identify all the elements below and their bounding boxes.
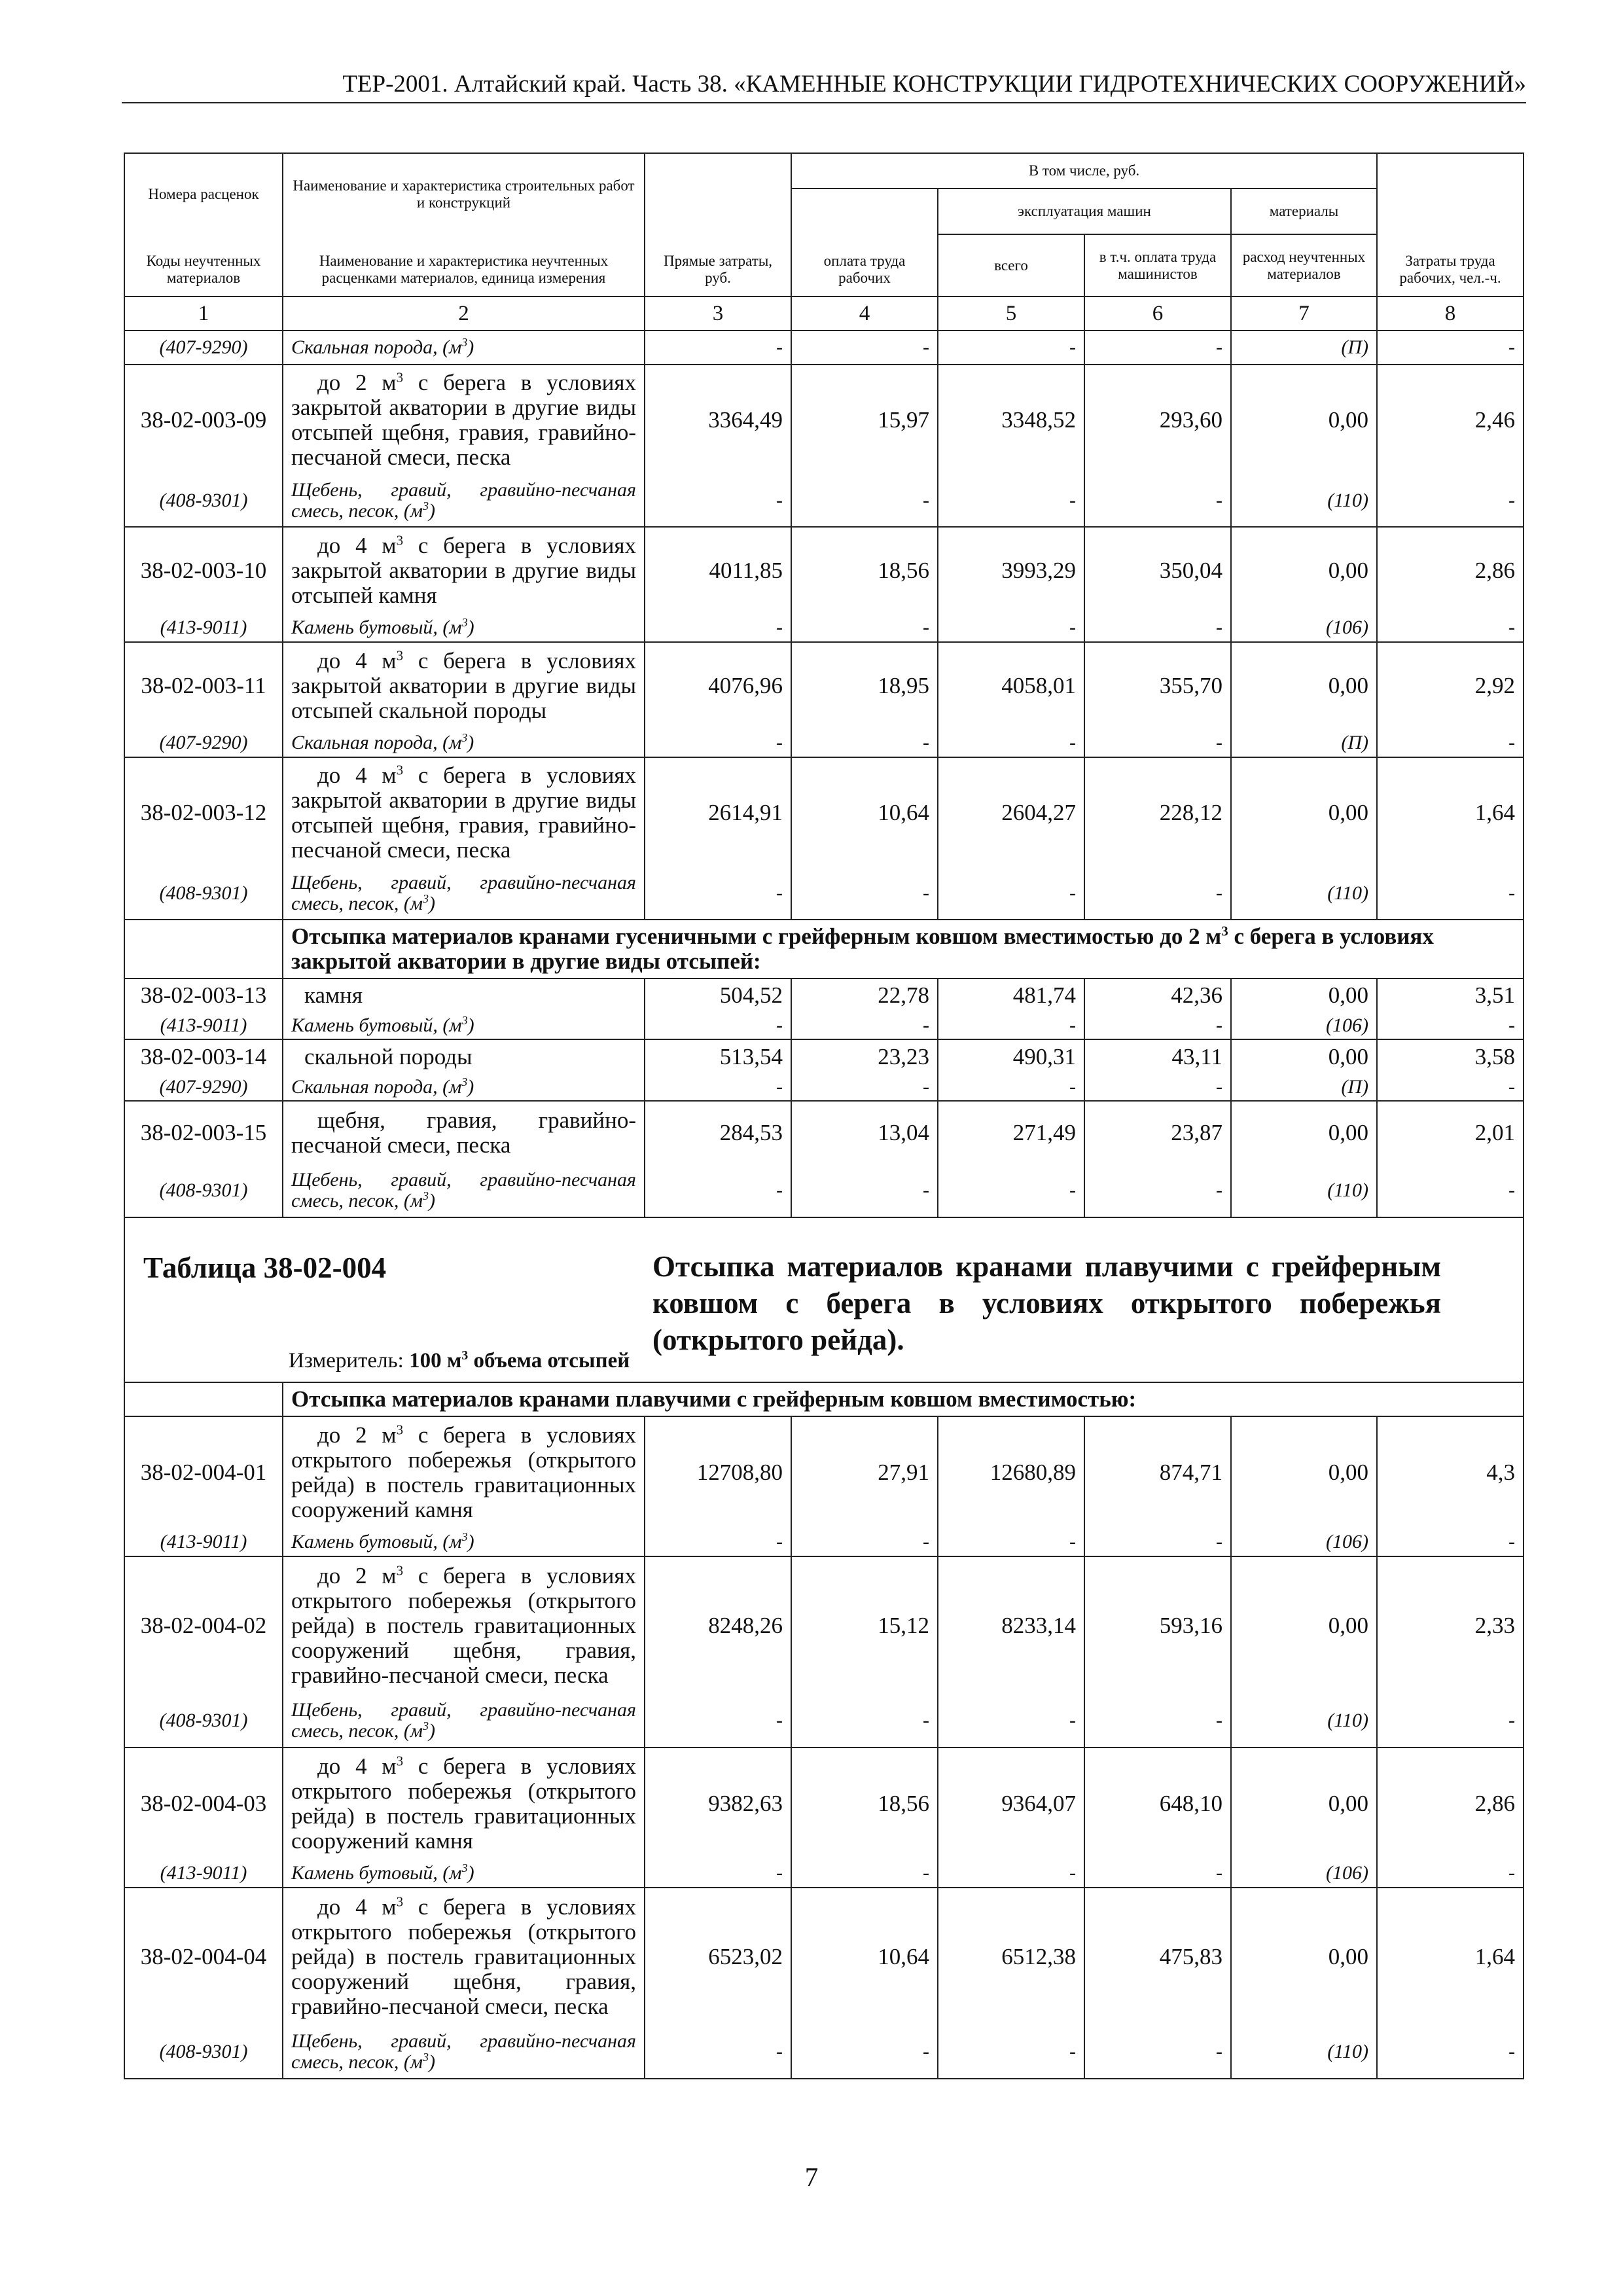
rate-code: 38-02-003-12 xyxy=(124,757,283,867)
material-value: - xyxy=(645,2025,791,2079)
section-row xyxy=(124,920,1524,978)
material-value: - xyxy=(1084,1859,1231,1888)
exploitation-group-header: эксплуатация машин xyxy=(938,188,1231,234)
machine-total: 8233,14 xyxy=(938,1556,1084,1694)
material-qty: (П) xyxy=(1231,728,1377,757)
material-qty: (110) xyxy=(1231,475,1377,527)
material-value: - xyxy=(1084,1164,1231,1217)
material-value: - xyxy=(1084,867,1231,920)
material-value: - xyxy=(791,613,938,642)
rate-code: 38-02-004-04 xyxy=(124,1888,283,2025)
material-value: - xyxy=(938,1073,1084,1101)
material-code: (407-9290) xyxy=(124,728,283,757)
material-value: - xyxy=(1084,331,1231,365)
labor-pay: 13,04 xyxy=(791,1101,938,1164)
labor-pay: 10,64 xyxy=(791,757,938,867)
col3-header: Прямые затраты, руб. xyxy=(645,153,791,296)
rate-row xyxy=(124,1748,1524,1859)
labor-pay: 27,91 xyxy=(791,1416,938,1528)
material-row xyxy=(124,1073,1524,1101)
material-qty: (106) xyxy=(1231,1012,1377,1039)
material-value: - xyxy=(791,1164,938,1217)
col1-bottom-header: Коды неучтенных материалов xyxy=(124,234,283,296)
material-qty: (110) xyxy=(1231,2025,1377,2079)
material-row xyxy=(124,613,1524,642)
material-value: - xyxy=(938,1164,1084,1217)
labor-hours: 2,92 xyxy=(1377,642,1524,728)
material-code: (413-9011) xyxy=(124,1528,283,1556)
col-number: 3 xyxy=(645,296,791,331)
material-value: - xyxy=(791,1073,938,1101)
direct-cost: 3364,49 xyxy=(645,365,791,475)
material-name: Скальная порода, $(м^3)$ xyxy=(283,728,645,757)
labor-pay: 10,64 xyxy=(791,1888,938,2025)
material-value: - xyxy=(791,1859,938,1888)
material-value: - xyxy=(791,475,938,527)
material-value: - xyxy=(938,1528,1084,1556)
labor-pay: 15,97 xyxy=(791,365,938,475)
labor-pay: 22,78 xyxy=(791,978,938,1012)
col-number: 6 xyxy=(1084,296,1231,331)
material-value: - xyxy=(938,1859,1084,1888)
material-value: - xyxy=(938,2025,1084,2079)
material-value: - xyxy=(645,475,791,527)
machinist-pay: 350,04 xyxy=(1084,527,1231,613)
material-qty: (110) xyxy=(1231,1164,1377,1217)
rates-table xyxy=(124,152,1524,2079)
material-value: - xyxy=(645,728,791,757)
material-name: Щебень, гравий, гравийно-песчаная смесь, песок, $(м^3)$ xyxy=(283,867,645,920)
machine-total: 3348,52 xyxy=(938,365,1084,475)
rate-description: щебня, гравия, гравийно-песчаной смеси, песка xyxy=(283,1101,645,1164)
material-value: - xyxy=(1084,1528,1231,1556)
material-value: - xyxy=(645,1012,791,1039)
labor-pay: 18,56 xyxy=(791,1748,938,1859)
rate-description: до 2 $м^3$ с берега в условиях открытого побережья (открытого рейда) в постель гравитационных сооружений щебня, гравия, гравийно-песчаной смеси, песка xyxy=(283,1556,645,1694)
materials-cost: 0,00 xyxy=(1231,757,1377,867)
material-value: - xyxy=(938,475,1084,527)
rate-row xyxy=(124,1039,1524,1073)
machinist-pay: 593,16 xyxy=(1084,1556,1231,1694)
rate-description: до 4 $м^3$ с берега в условиях открытого побережья (открытого рейда) в постель гравитационных сооружений камня xyxy=(283,1748,645,1859)
materials-cost: 0,00 xyxy=(1231,1748,1377,1859)
material-value: - xyxy=(1084,613,1231,642)
col5-header: всего xyxy=(938,234,1084,296)
materials-cost: 0,00 xyxy=(1231,365,1377,475)
machinist-pay: 355,70 xyxy=(1084,642,1231,728)
materials-cost: 0,00 xyxy=(1231,1556,1377,1694)
col-number: 5 xyxy=(938,296,1084,331)
direct-cost: 513,54 xyxy=(645,1039,791,1073)
material-value: - xyxy=(1377,613,1524,642)
material-qty: (П) xyxy=(1231,331,1377,365)
direct-cost: 8248,26 xyxy=(645,1556,791,1694)
section-row xyxy=(124,1382,1524,1416)
labor-pay: 23,23 xyxy=(791,1039,938,1073)
rate-description: камня xyxy=(283,978,645,1012)
labor-hours: 2,46 xyxy=(1377,365,1524,475)
material-value: - xyxy=(645,867,791,920)
rate-code: 38-02-003-10 xyxy=(124,527,283,613)
material-code: (408-9301) xyxy=(124,1694,283,1748)
col1-top-header: Номера расценок xyxy=(124,153,283,234)
materials-cost: 0,00 xyxy=(1231,978,1377,1012)
material-value: - xyxy=(791,867,938,920)
material-code: (408-9301) xyxy=(124,475,283,527)
labor-hours: 2,86 xyxy=(1377,1748,1524,1859)
material-qty: (П) xyxy=(1231,1073,1377,1101)
material-row xyxy=(124,1012,1524,1039)
labor-hours: 1,64 xyxy=(1377,757,1524,867)
labor-hours: 2,33 xyxy=(1377,1556,1524,1694)
material-value: - xyxy=(1377,1073,1524,1101)
rate-code: 38-02-003-13 xyxy=(124,978,283,1012)
rate-row xyxy=(124,1101,1524,1164)
material-value: - xyxy=(1377,1694,1524,1748)
including-group-header: В том числе, руб. xyxy=(791,153,1377,188)
labor-pay: 15,12 xyxy=(791,1556,938,1694)
materials-cost: 0,00 xyxy=(1231,1039,1377,1073)
material-value: - xyxy=(1084,1012,1231,1039)
material-name: Скальная порода, $(м^3)$ xyxy=(283,1073,645,1101)
material-row xyxy=(124,728,1524,757)
direct-cost: 4011,85 xyxy=(645,527,791,613)
material-row xyxy=(124,1164,1524,1217)
material-qty: (110) xyxy=(1231,867,1377,920)
rate-code: 38-02-003-09 xyxy=(124,365,283,475)
material-qty: (106) xyxy=(1231,1859,1377,1888)
machinist-pay: 475,83 xyxy=(1084,1888,1231,2025)
rate-description: до 4 $м^3$ с берега в условиях открытого побережья (открытого рейда) в постель гравитационных сооружений щебня, гравия, гравийно-песчаной смеси, песка xyxy=(283,1888,645,2025)
material-value: - xyxy=(645,613,791,642)
rate-row xyxy=(124,1556,1524,1694)
material-value: - xyxy=(791,1012,938,1039)
table-title: Отсыпка материалов кранами плавучими с грейферным ковшом с берега в условиях открытого побережья (открытого рейда). xyxy=(652,1250,1441,1356)
machine-total: 271,49 xyxy=(938,1101,1084,1164)
rate-row xyxy=(124,527,1524,613)
table-heading-row xyxy=(124,1217,1524,1382)
rate-code: 38-02-003-11 xyxy=(124,642,283,728)
material-value: - xyxy=(791,2025,938,2079)
material-value: - xyxy=(938,728,1084,757)
rate-code: 38-02-004-01 xyxy=(124,1416,283,1528)
machine-total: 4058,01 xyxy=(938,642,1084,728)
rate-code: 38-02-003-15 xyxy=(124,1101,283,1164)
rate-description: до 2 $м^3$ с берега в условиях закрытой акватории в другие виды отсыпей щебня, гравия, гравийно-песчаной смеси, песка xyxy=(283,365,645,475)
machine-total: 9364,07 xyxy=(938,1748,1084,1859)
rate-description: до 2 $м^3$ с берега в условиях открытого побережья (открытого рейда) в постель гравитационных сооружений камня xyxy=(283,1416,645,1528)
material-value: - xyxy=(1377,331,1524,365)
rate-code: 38-02-003-14 xyxy=(124,1039,283,1073)
material-row xyxy=(124,1694,1524,1748)
direct-cost: 6523,02 xyxy=(645,1888,791,2025)
material-name: Щебень, гравий, гравийно-песчаная смесь, песок, $(м^3)$ xyxy=(283,2025,645,2079)
col7-header: расход неучтенных материалов xyxy=(1231,234,1377,296)
labor-hours: 2,01 xyxy=(1377,1101,1524,1164)
material-qty: (106) xyxy=(1231,1528,1377,1556)
materials-cost: 0,00 xyxy=(1231,527,1377,613)
materials-cost: 0,00 xyxy=(1231,1101,1377,1164)
material-value: - xyxy=(1084,2025,1231,2079)
material-name: Скальная порода, $(м^3)$ xyxy=(283,331,645,365)
rate-description: скальной породы xyxy=(283,1039,645,1073)
material-value: - xyxy=(1377,2025,1524,2079)
material-row xyxy=(124,2025,1524,2079)
material-value: - xyxy=(791,1694,938,1748)
material-value: - xyxy=(791,728,938,757)
rate-row xyxy=(124,757,1524,867)
machinist-pay: 293,60 xyxy=(1084,365,1231,475)
material-value: - xyxy=(1377,1859,1524,1888)
material-name: Щебень, гравий, гравийно-песчаная смесь, песок, $(м^3)$ xyxy=(283,1164,645,1217)
direct-cost: 2614,91 xyxy=(645,757,791,867)
rate-row xyxy=(124,1416,1524,1528)
machine-total: 481,74 xyxy=(938,978,1084,1012)
machine-total: 3993,29 xyxy=(938,527,1084,613)
material-value: - xyxy=(938,613,1084,642)
material-code: (407-9290) xyxy=(124,331,283,365)
material-name: Камень бутовый, $(м^3)$ xyxy=(283,613,645,642)
rate-description: до 4 $м^3$ с берега в условиях закрытой акватории в другие виды отсыпей скальной породы xyxy=(283,642,645,728)
rate-code: 38-02-004-02 xyxy=(124,1556,283,1694)
material-code: (413-9011) xyxy=(124,1012,283,1039)
machine-total: 490,31 xyxy=(938,1039,1084,1073)
machinist-pay: 648,10 xyxy=(1084,1748,1231,1859)
materials-cost: 0,00 xyxy=(1231,1888,1377,2025)
labor-pay: 18,95 xyxy=(791,642,938,728)
material-value: - xyxy=(1084,728,1231,757)
labor-hours: 1,64 xyxy=(1377,1888,1524,2025)
material-name: Щебень, гравий, гравийно-песчаная смесь, песок, $(м^3)$ xyxy=(283,1694,645,1748)
col2-top-header: Наименование и характеристика строительных работ и конструкций xyxy=(283,153,645,234)
material-value: - xyxy=(1377,867,1524,920)
material-value: - xyxy=(1084,475,1231,527)
material-value: - xyxy=(645,1073,791,1101)
rate-row xyxy=(124,642,1524,728)
material-row xyxy=(124,331,1524,365)
material-qty: (106) xyxy=(1231,613,1377,642)
material-row xyxy=(124,1528,1524,1556)
material-value: - xyxy=(938,331,1084,365)
material-value: - xyxy=(1377,1012,1524,1039)
machine-total: 12680,89 xyxy=(938,1416,1084,1528)
material-value: - xyxy=(791,1528,938,1556)
machinist-pay: 43,11 xyxy=(1084,1039,1231,1073)
labor-hours: 4,3 xyxy=(1377,1416,1524,1528)
material-name: Камень бутовый, $(м^3)$ xyxy=(283,1859,645,1888)
material-code: (413-9011) xyxy=(124,1859,283,1888)
machinist-pay: 23,87 xyxy=(1084,1101,1231,1164)
material-code: (413-9011) xyxy=(124,613,283,642)
machinist-pay: 874,71 xyxy=(1084,1416,1231,1528)
material-row xyxy=(124,867,1524,920)
rate-code: 38-02-004-03 xyxy=(124,1748,283,1859)
material-name: Камень бутовый, $(м^3)$ xyxy=(283,1012,645,1039)
machine-total: 6512,38 xyxy=(938,1888,1084,2025)
materials-cost: 0,00 xyxy=(1231,642,1377,728)
section-title: Отсыпка материалов кранами гусеничными с грейферным ковшом вместимостью до 2 $м^3$ с берега в условиях закрытой акватории в другие виды отсыпей: xyxy=(283,920,1524,978)
direct-cost: 9382,63 xyxy=(645,1748,791,1859)
material-row xyxy=(124,1859,1524,1888)
table-label: Таблица 38-02-004 xyxy=(143,1251,387,1284)
material-value: - xyxy=(938,1012,1084,1039)
material-value: - xyxy=(938,867,1084,920)
machinist-pay: 228,12 xyxy=(1084,757,1231,867)
unit-of-measure: Измеритель: 100 $м^3$ объема отсыпей xyxy=(289,1348,630,1372)
col6-header: в т.ч. оплата труда машинистов xyxy=(1084,234,1231,296)
material-value: - xyxy=(645,1164,791,1217)
page-number: 7 xyxy=(804,2162,819,2192)
col8-header: Затраты труда рабочих, чел.-ч. xyxy=(1377,153,1524,296)
rate-row xyxy=(124,365,1524,475)
rate-description: до 4 $м^3$ с берега в условиях закрытой акватории в другие виды отсыпей щебня, гравия, гравийно-песчаной смеси, песка xyxy=(283,757,645,867)
materials-group-header: материалы xyxy=(1231,188,1377,234)
rate-row xyxy=(124,978,1524,1012)
material-code: (408-9301) xyxy=(124,2025,283,2079)
material-value: - xyxy=(1377,1164,1524,1217)
labor-hours: 3,58 xyxy=(1377,1039,1524,1073)
material-code: (408-9301) xyxy=(124,1164,283,1217)
material-code: (408-9301) xyxy=(124,867,283,920)
col-number: 2 xyxy=(283,296,645,331)
rate-description: до 4 $м^3$ с берега в условиях закрытой акватории в другие виды отсыпей камня xyxy=(283,527,645,613)
labor-hours: 3,51 xyxy=(1377,978,1524,1012)
material-value: - xyxy=(1084,1694,1231,1748)
direct-cost: 12708,80 xyxy=(645,1416,791,1528)
labor-pay: 18,56 xyxy=(791,527,938,613)
material-value: - xyxy=(645,331,791,365)
material-value: - xyxy=(1377,728,1524,757)
material-value: - xyxy=(1377,475,1524,527)
col2-bottom-header: Наименование и характеристика неучтенных расценками материалов, единица измерения xyxy=(283,234,645,296)
direct-cost: 4076,96 xyxy=(645,642,791,728)
material-value: - xyxy=(645,1528,791,1556)
material-value: - xyxy=(645,1694,791,1748)
material-row xyxy=(124,475,1524,527)
material-qty: (110) xyxy=(1231,1694,1377,1748)
material-value: - xyxy=(1377,1528,1524,1556)
direct-cost: 504,52 xyxy=(645,978,791,1012)
col-number: 8 xyxy=(1377,296,1524,331)
direct-cost: 284,53 xyxy=(645,1101,791,1164)
col-number: 1 xyxy=(124,296,283,331)
material-value: - xyxy=(938,1694,1084,1748)
material-value: - xyxy=(645,1859,791,1888)
material-name: Щебень, гравий, гравийно-песчаная смесь, песок, $(м^3)$ xyxy=(283,475,645,527)
col-number: 7 xyxy=(1231,296,1377,331)
material-code: (407-9290) xyxy=(124,1073,283,1101)
rate-row xyxy=(124,1888,1524,2025)
running-header: ТЕР-2001. Алтайский край. Часть 38. «КАМЕННЫЕ КОНСТРУКЦИИ ГИДРОТЕХНИЧЕСКИХ СООРУЖЕНИЙ» xyxy=(122,68,1526,103)
machine-total: 2604,27 xyxy=(938,757,1084,867)
machinist-pay: 42,36 xyxy=(1084,978,1231,1012)
section-title: Отсыпка материалов кранами плавучими с грейферным ковшом вместимостью: xyxy=(283,1382,1524,1416)
material-name: Камень бутовый, $(м^3)$ xyxy=(283,1528,645,1556)
col-number: 4 xyxy=(791,296,938,331)
material-value: - xyxy=(791,331,938,365)
labor-hours: 2,86 xyxy=(1377,527,1524,613)
material-value: - xyxy=(1084,1073,1231,1101)
col4-header: оплата труда рабочих xyxy=(791,188,938,296)
materials-cost: 0,00 xyxy=(1231,1416,1377,1528)
